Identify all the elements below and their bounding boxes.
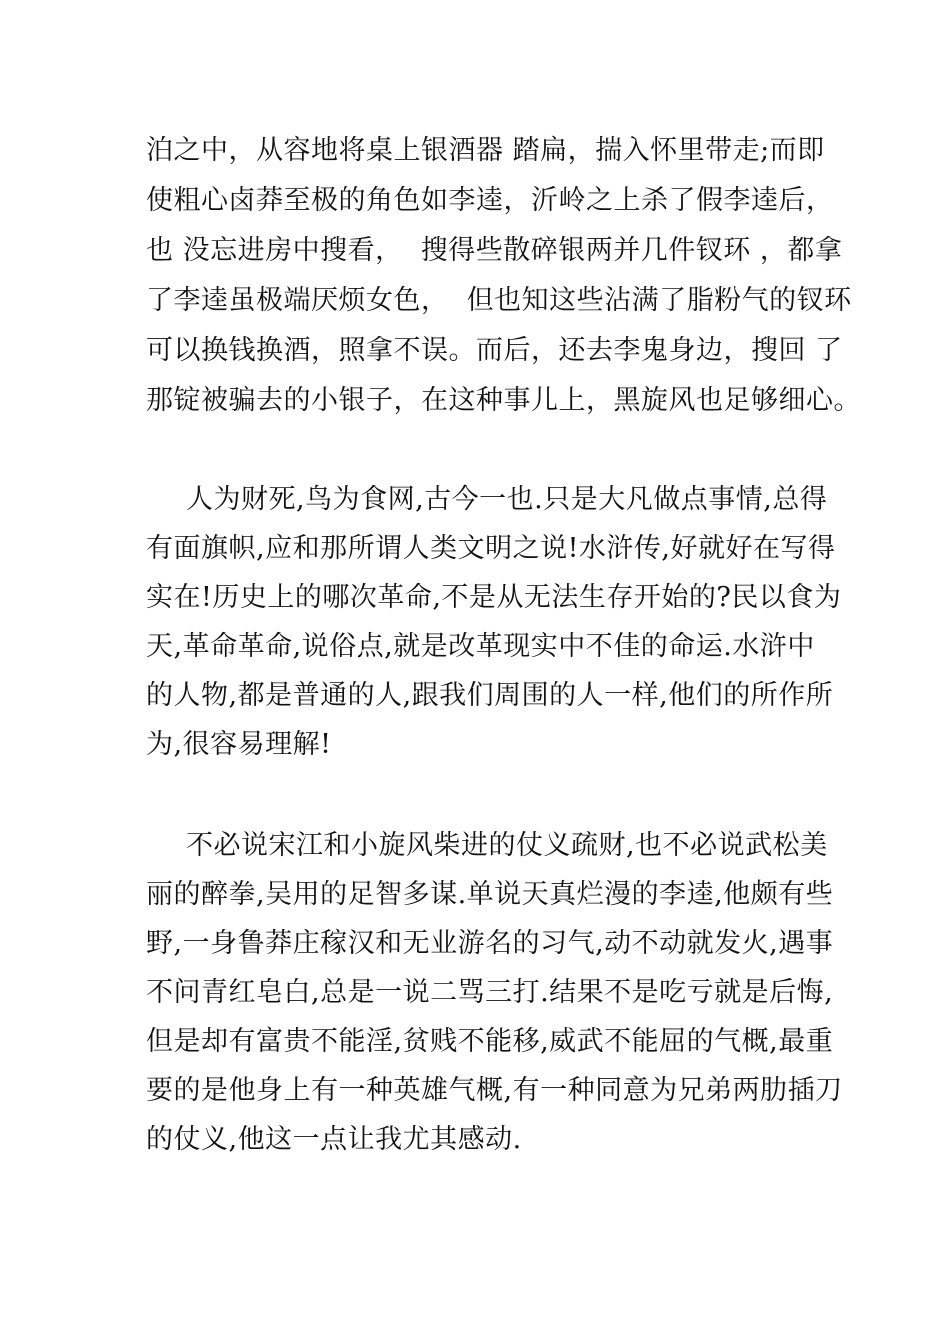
text-line: 了李逵虽极端厌烦女色， 但也知这些沾满了脂粉气的钗环 xyxy=(146,285,852,316)
text-line: 可以换钱换酒，照拿不误。而后，还去李鬼身边，搜回 了 xyxy=(146,335,843,366)
text-line: 也 没忘进房中搜看， 搜得些散碎银两并几件钗环 ，都拿 xyxy=(146,235,843,266)
text-line: 丽的醉拳,吴用的足智多谋.单说天真烂漫的李逵,他颇有些 xyxy=(146,879,834,910)
text-line: 实在!历史上的哪次革命,不是从无法生存开始的?民以食为 xyxy=(146,582,842,613)
text-line: 泊之中，从容地将桌上银酒器 踏扁，揣入怀里带走;而即 xyxy=(146,135,825,166)
text-line: 的人物,都是普通的人,跟我们周围的人一样,他们的所作所 xyxy=(146,680,834,711)
text-line: 天,革命革命,说俗点,就是改革现实中不佳的命运.水浒中 xyxy=(146,631,815,662)
text-line: 野,一身鲁莽庄稼汉和无业游名的习气,动不动就发火,遇事 xyxy=(146,928,834,959)
text-line: 那锭被骗去的小银子，在这种事儿上，黑旋风也足够细心。 xyxy=(146,385,861,416)
text-line: 为,很容易理解! xyxy=(146,729,332,760)
text-line: 人为财死,鸟为食网,古今一也.只是大凡做点事情,总得 xyxy=(186,484,828,515)
text-line: 不问青红皂白,总是一说二骂三打.结果不是吃亏就是后悔, xyxy=(146,977,834,1008)
text-line: 不必说宋江和小旋风柴进的仗义疏财,也不必说武松美 xyxy=(186,830,828,861)
text-line: 但是却有富贵不能淫,贫贱不能移,威武不能屈的气概,最重 xyxy=(146,1026,834,1057)
text-line: 有面旗帜,应和那所谓人类文明之说!水浒传,好就好在写得 xyxy=(146,533,836,564)
text-line: 要的是他身上有一种英雄气概,有一种同意为兄弟两肋插刀 xyxy=(146,1075,843,1106)
text-line: 使粗心卤莽至极的角色如李逵，沂岭之上杀了假李逵后， xyxy=(146,185,834,216)
text-line: 的仗义,他这一点让我尤其感动. xyxy=(146,1124,522,1155)
